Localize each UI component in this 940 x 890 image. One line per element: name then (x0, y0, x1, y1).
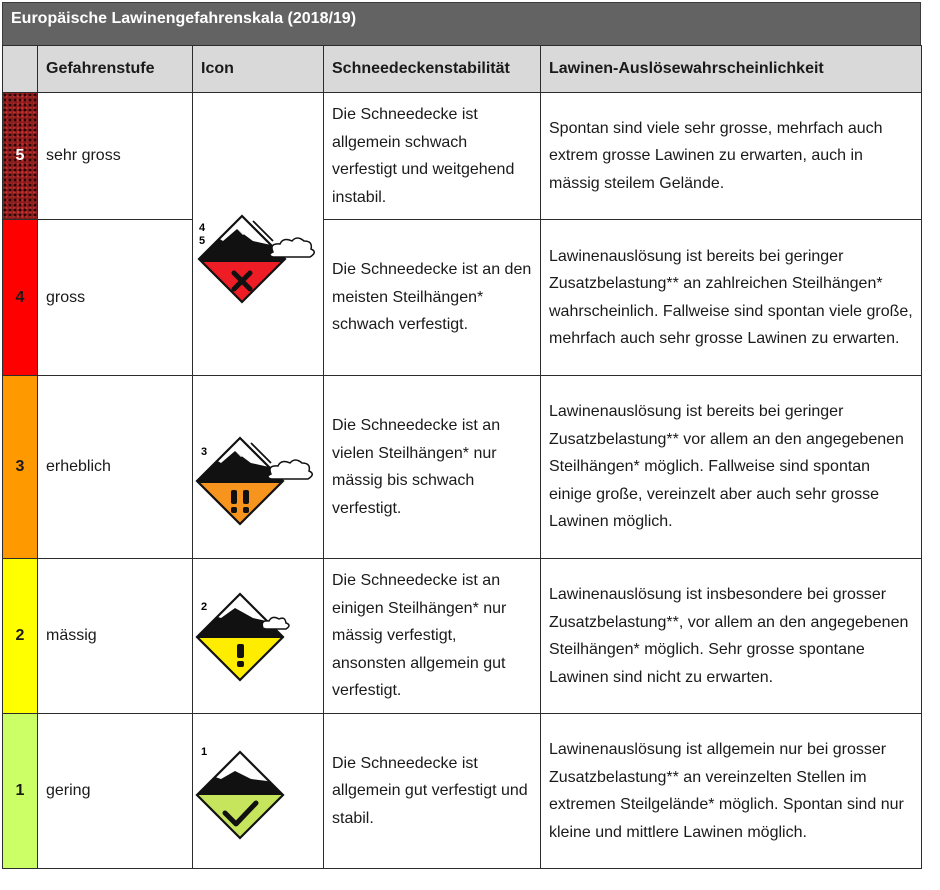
icon-cell-4-5 (193, 93, 324, 376)
level-number-3: 3 (3, 376, 38, 559)
avalanche-danger-3-icon (193, 407, 324, 527)
header-level-color (3, 46, 38, 93)
header-gefahrenstufe: Gefahrenstufe (38, 46, 193, 93)
level-name-5: sehr gross (38, 93, 193, 220)
level-row-2 (3, 559, 922, 714)
stability-text-5: Die Schneedecke ist allgemein schwach verfestigt und weitgehend instabil. (324, 93, 541, 220)
level-number-4: 4 (3, 220, 38, 376)
probability-text-3: Lawinenauslösung ist bereits bei geringer Zusatzbelastung** vor allem an den angegebenen Steilhängen* möglich. Fallweise sind spontan einige große, vereinzelt aber auch sehr grosse Lawinen möglich. (541, 376, 922, 559)
danger-scale-document (2, 2, 921, 869)
icon-cell-2 (193, 559, 324, 714)
icon-cell-3 (193, 376, 324, 559)
level-name-2: mässig (38, 559, 193, 714)
probability-text-5: Spontan sind viele sehr grosse, mehrfach auch extrem grosse Lawinen zu erwarten, auch in mässig steilem Gelände. (541, 93, 922, 220)
header-ausloesewahrscheinlichkeit: Lawinen-Auslösewahrscheinlichkeit (541, 46, 922, 93)
icon-label-5: 5 (199, 235, 206, 247)
probability-text-1: Lawinenauslösung ist allgemein nur bei grosser Zusatzbelastung** an vereinzelten Stellen im extremen Steilgelände* möglich. Spontan sind nur kleine und mittlere Lawinen möglich. (541, 714, 922, 869)
level-name-1: gering (38, 714, 193, 869)
stability-text-3: Die Schneedecke ist an vielen Steilhängen* nur mässig bis schwach verfestigt. (324, 376, 541, 559)
document-title: Europäische Lawinengefahrenskala (2018/19) (11, 10, 357, 27)
stability-text-1: Die Schneedecke ist allgemein gut verfestigt und stabil. (324, 714, 541, 869)
icon-label-4: 4 (199, 222, 206, 234)
level-number-5: 5 (3, 93, 38, 220)
level-name-3: erheblich (38, 376, 193, 559)
header-icon: Icon (193, 46, 324, 93)
level-number-1: 1 (3, 714, 38, 869)
avalanche-danger-4-5-icon (193, 149, 324, 319)
danger-scale-table (2, 45, 922, 869)
header-schneedeckenstabilitaet: Schneedeckenstabilität (324, 46, 541, 93)
level-number-2: 2 (3, 559, 38, 714)
stability-text-4: Die Schneedecke ist an den meisten Steilhängen* schwach verfestigt. (324, 220, 541, 376)
icon-label-1: 1 (201, 746, 208, 758)
avalanche-danger-1-icon (193, 731, 324, 851)
stability-text-2: Die Schneedecke ist an einigen Steilhängen* nur mässig verfestigt, ansonsten allgemein gut verfestigt. (324, 559, 541, 714)
level-row-3 (3, 376, 922, 559)
title-bar (2, 2, 921, 45)
level-row-4 (3, 220, 922, 376)
avalanche-danger-2-icon (193, 576, 324, 696)
probability-text-2: Lawinenauslösung ist insbesondere bei grosser Zusatzbelastung**, vor allem an den angegebenen Steilhängen* möglich. Sehr grosse spontane Lawinen sind nicht zu erwarten. (541, 559, 922, 714)
probability-text-4: Lawinenauslösung ist bereits bei geringer Zusatzbelastung** an zahlreichen Steilhängen* wahrscheinlich. Fallweise sind spontan viele große, mehrfach auch sehr grosse Lawinen zu erwarten. (541, 220, 922, 376)
icon-cell-1 (193, 714, 324, 869)
icon-label-3: 3 (201, 446, 208, 458)
level-row-1 (3, 714, 922, 869)
icon-label-2: 2 (201, 601, 208, 613)
level-name-4: gross (38, 220, 193, 376)
level-row-5 (3, 93, 922, 220)
header-row (3, 46, 922, 93)
